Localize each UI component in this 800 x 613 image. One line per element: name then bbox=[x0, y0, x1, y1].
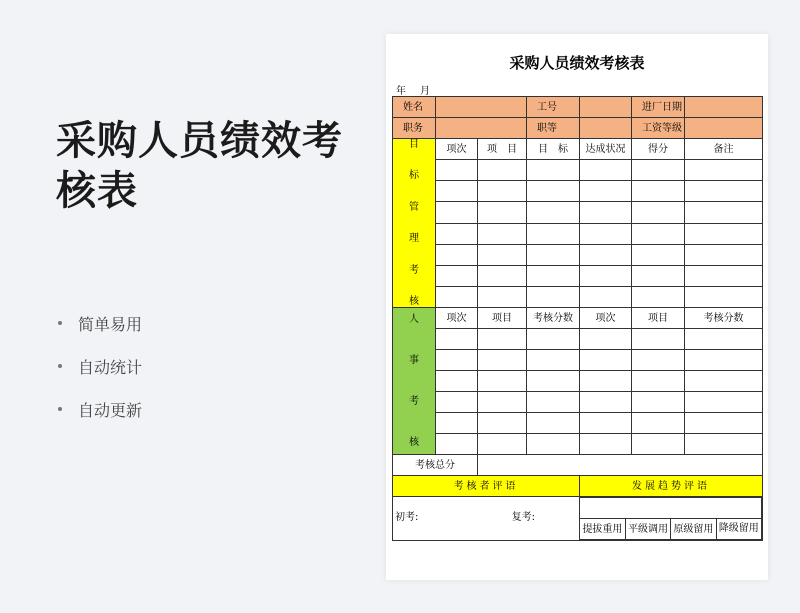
target-row bbox=[393, 286, 763, 307]
feature-item: 简单易用 bbox=[56, 312, 142, 355]
target-header: 项次 bbox=[436, 139, 478, 160]
evaluation-table bbox=[392, 96, 763, 541]
target-header: 项 目 bbox=[478, 139, 527, 160]
page-title-line1: 采购人员绩效考 bbox=[56, 118, 343, 164]
info-row-2 bbox=[393, 118, 763, 139]
month-label: 月 bbox=[420, 86, 430, 97]
form-sheet bbox=[386, 34, 768, 580]
target-row bbox=[393, 244, 763, 265]
hr-header: 考核分数 bbox=[527, 308, 580, 329]
target-header: 备注 bbox=[685, 139, 763, 160]
rank-label: 职等 bbox=[527, 118, 580, 139]
info-row-1 bbox=[393, 97, 763, 118]
sheet-title: 采购人员绩效考核表 bbox=[509, 54, 645, 72]
total-label: 考核总分 bbox=[393, 455, 478, 476]
second-review-label: 复考: bbox=[511, 512, 535, 523]
job-no-field[interactable] bbox=[580, 97, 632, 118]
position-field[interactable] bbox=[436, 118, 527, 139]
feature-item: 自动更新 bbox=[56, 398, 142, 441]
development-comment-field[interactable] bbox=[580, 498, 762, 519]
hr-section-label: 人 事 考 核 bbox=[393, 308, 436, 455]
feature-item: 自动统计 bbox=[56, 355, 142, 398]
year-label: 年 bbox=[396, 86, 406, 97]
option-retain[interactable]: 原级留用 bbox=[671, 519, 716, 540]
target-row bbox=[393, 202, 763, 223]
salary-grade-field[interactable] bbox=[685, 118, 763, 139]
target-header-row bbox=[393, 139, 763, 160]
bullet-icon bbox=[58, 364, 62, 368]
option-transfer[interactable]: 平级调用 bbox=[625, 519, 670, 540]
first-review-label: 初考: bbox=[395, 512, 419, 523]
join-date-field[interactable] bbox=[685, 97, 763, 118]
page-title-line2: 核表 bbox=[56, 168, 138, 214]
signature-row bbox=[393, 497, 763, 541]
target-row bbox=[393, 181, 763, 202]
comment-header-row bbox=[393, 476, 763, 497]
total-row bbox=[393, 455, 763, 476]
target-header: 目 标 bbox=[527, 139, 580, 160]
salary-grade-label: 工资等级 bbox=[632, 118, 685, 139]
target-row bbox=[393, 160, 763, 181]
feature-list bbox=[56, 312, 142, 441]
hr-row bbox=[393, 329, 763, 350]
total-field[interactable] bbox=[478, 455, 763, 476]
development-comment-area bbox=[580, 497, 763, 541]
reviewer-comment-area[interactable] bbox=[393, 497, 580, 541]
hr-header: 项次 bbox=[580, 308, 632, 329]
option-promote[interactable]: 提拔重用 bbox=[580, 519, 625, 540]
hr-row bbox=[393, 413, 763, 434]
target-header: 达成状况 bbox=[580, 139, 632, 160]
hr-header: 项目 bbox=[478, 308, 527, 329]
name-label: 姓名 bbox=[393, 97, 436, 118]
option-demote[interactable]: 降级留用 bbox=[716, 519, 761, 540]
reviewer-comment-label: 考核者评语 bbox=[393, 476, 580, 497]
position-label: 职务 bbox=[393, 118, 436, 139]
year-month-row bbox=[396, 82, 444, 97]
hr-row bbox=[393, 350, 763, 371]
job-no-label: 工号 bbox=[527, 97, 580, 118]
target-row bbox=[393, 265, 763, 286]
development-comment-label: 发展趋势评语 bbox=[580, 476, 763, 497]
hr-header: 项目 bbox=[632, 308, 685, 329]
join-date-label: 进厂日期 bbox=[632, 97, 685, 118]
rank-field[interactable] bbox=[580, 118, 632, 139]
hr-header-row bbox=[393, 308, 763, 329]
target-section-label: 目 标 管 理 考 核 bbox=[393, 139, 436, 308]
target-header: 得分 bbox=[632, 139, 685, 160]
hr-row bbox=[393, 434, 763, 455]
page-title bbox=[56, 116, 366, 216]
hr-row bbox=[393, 392, 763, 413]
hr-row bbox=[393, 371, 763, 392]
hr-header: 项次 bbox=[436, 308, 478, 329]
target-row bbox=[393, 223, 763, 244]
bullet-icon bbox=[58, 407, 62, 411]
bullet-icon bbox=[58, 321, 62, 325]
name-field[interactable] bbox=[436, 97, 527, 118]
hr-header: 考核分数 bbox=[685, 308, 763, 329]
